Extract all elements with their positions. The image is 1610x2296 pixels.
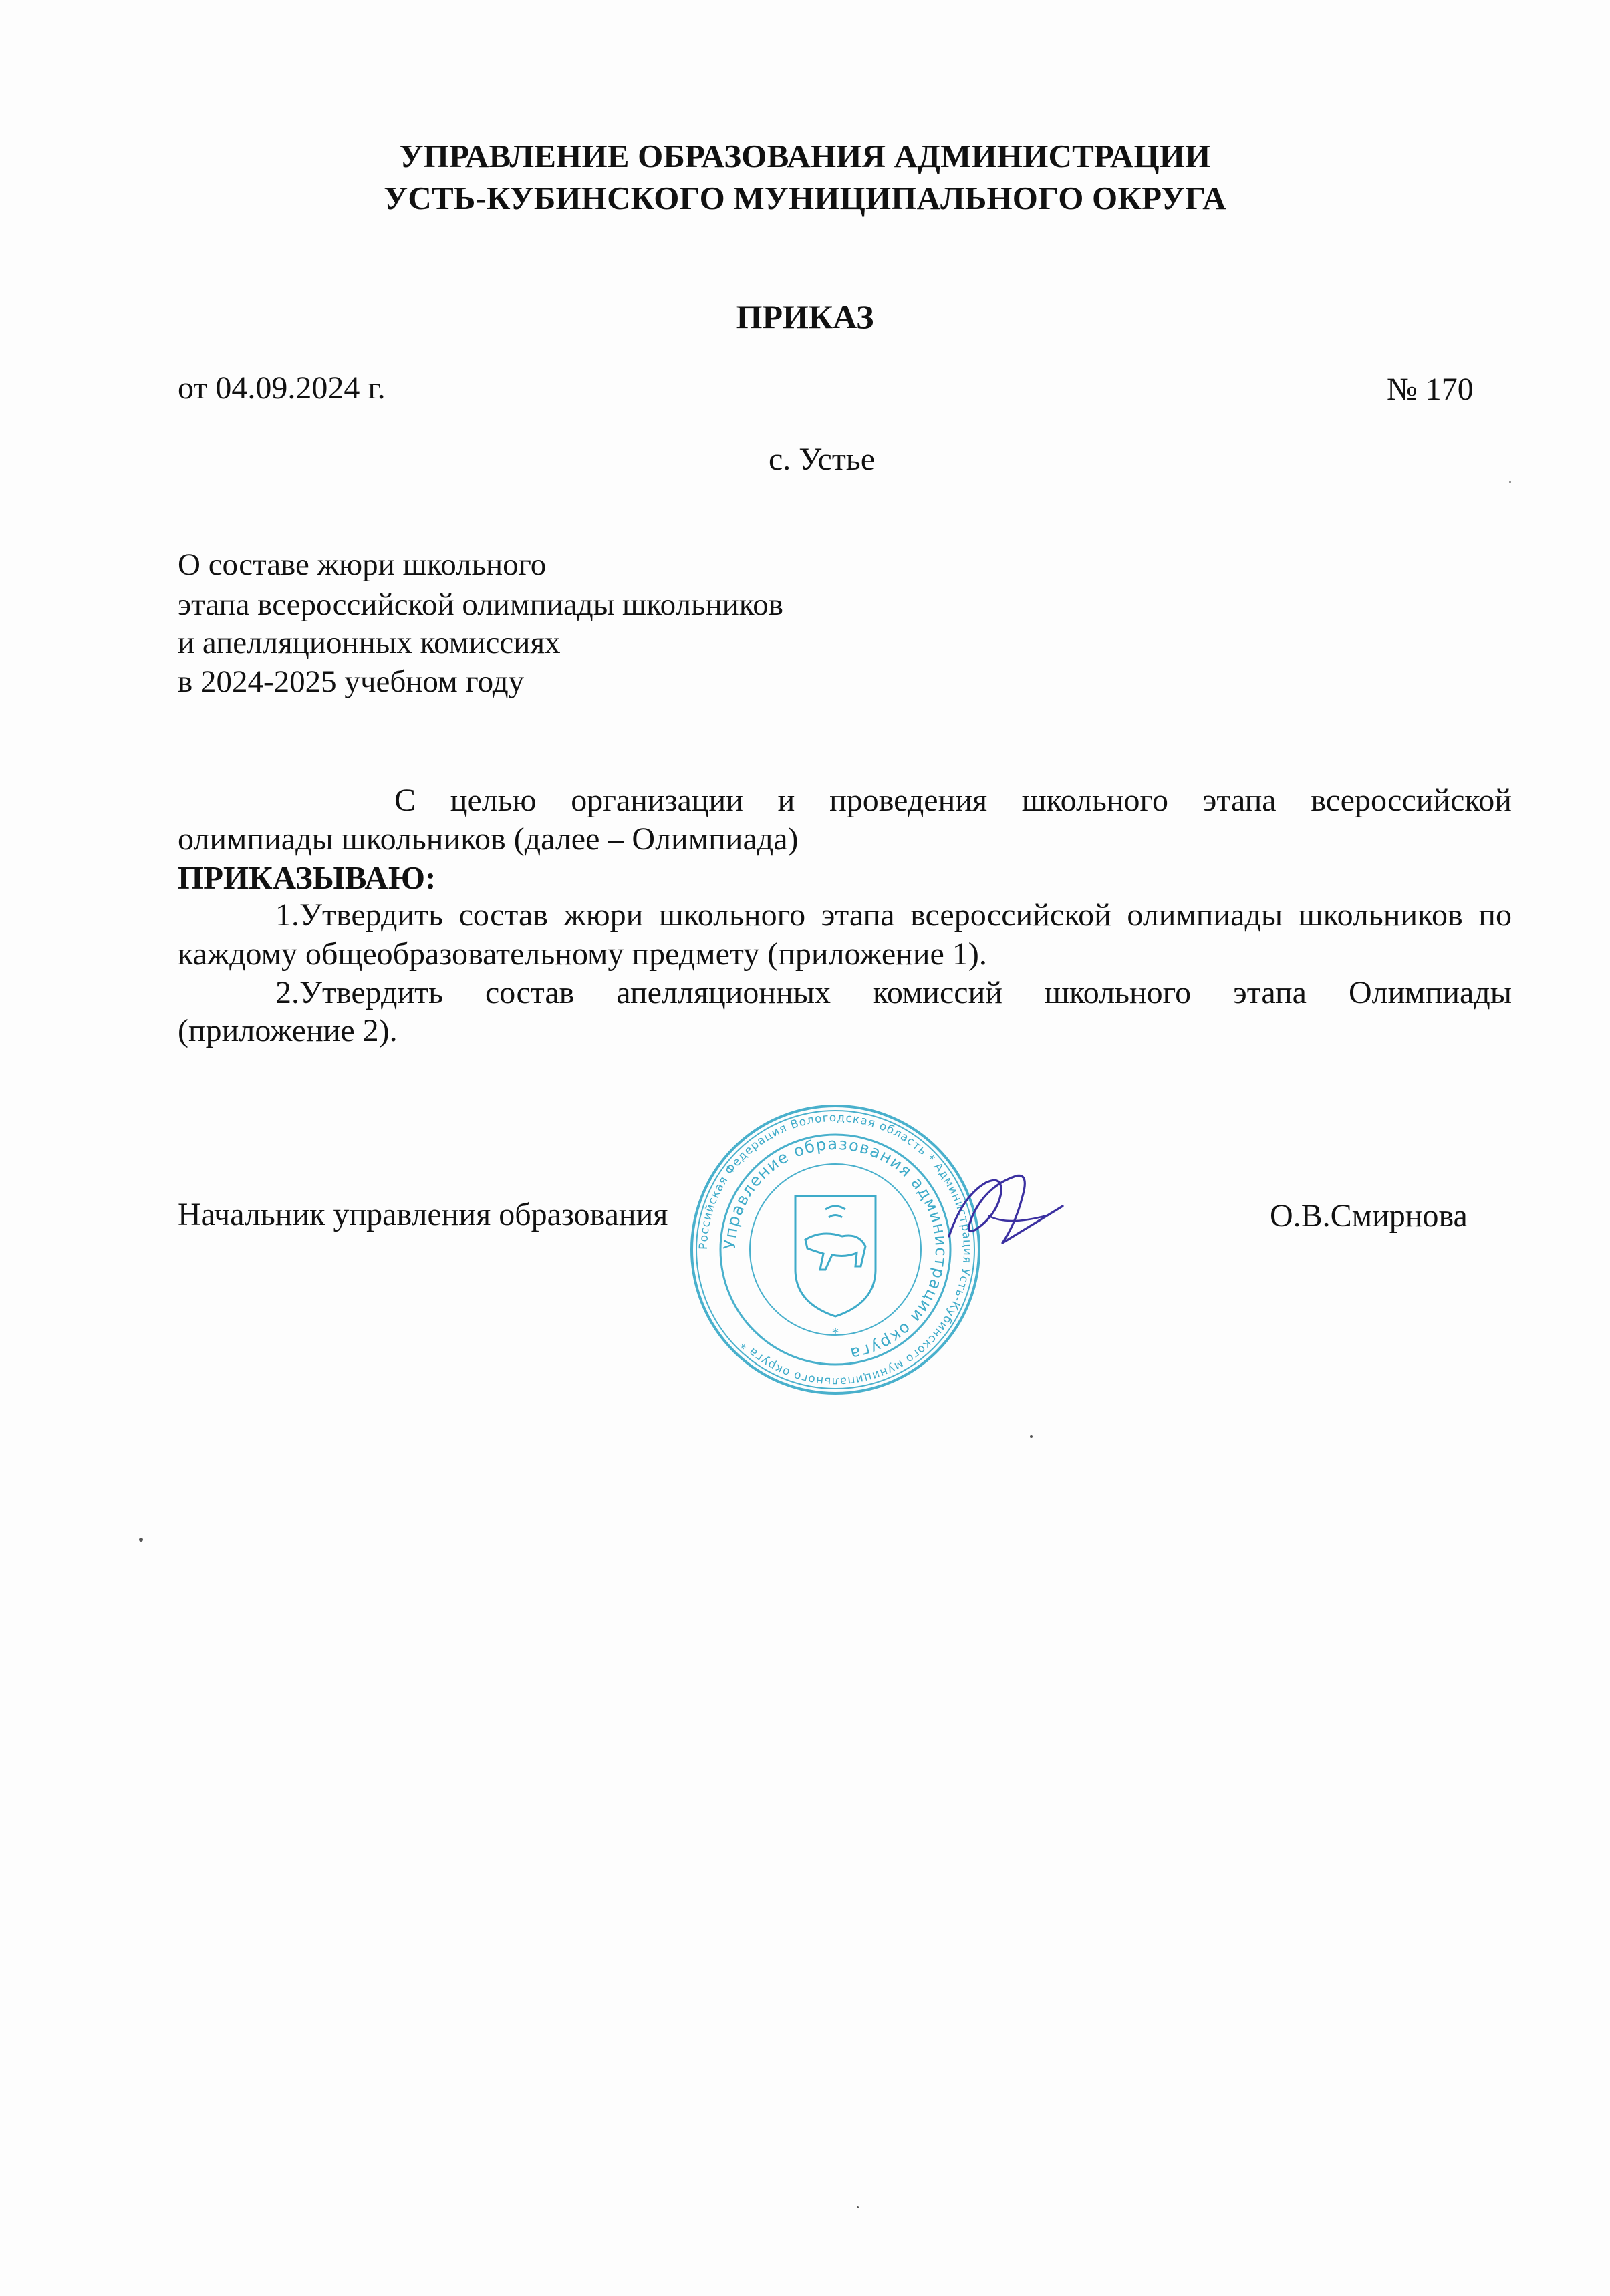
subject-line: О составе жюри школьного <box>178 547 547 582</box>
org-name-line-1: УПРАВЛЕНИЕ ОБРАЗОВАНИЯ АДМИНИСТРАЦИИ <box>399 138 1211 174</box>
subject-line: и апелляционных комиссиях <box>178 625 561 660</box>
item-1-line-1: 1.Утвердить состав жюри школьного этапа всероссийской олимпиады школьников по <box>275 897 1512 933</box>
command-word: ПРИКАЗЫВАЮ: <box>178 859 436 896</box>
item-2-line-2: (приложение 2). <box>178 1013 398 1048</box>
order-place: с. Устье <box>769 442 875 477</box>
order-date: от 04.09.2024 г. <box>178 370 386 406</box>
svg-text:*: * <box>831 1324 839 1341</box>
scan-speck <box>857 2206 859 2208</box>
subject-line: этапа всероссийской олимпиады школьников <box>178 587 783 622</box>
stamp-inner-text: Управление образования администрации округа <box>720 1134 951 1364</box>
subject-line: в 2024-2025 учебном году <box>178 664 525 699</box>
coat-of-arms-icon <box>795 1196 876 1341</box>
item-2-line-1: 2.Утвердить состав апелляционных комиссий школьного этапа Олимпиады <box>275 975 1512 1010</box>
order-title: ПРИКАЗ <box>736 298 874 335</box>
order-number: № 170 <box>1387 372 1474 407</box>
scan-speck <box>1509 481 1511 483</box>
signatory-position: Начальник управления образования <box>178 1197 668 1232</box>
scan-speck <box>139 1538 143 1542</box>
stamp-outer-text: Российская Федерация Вологодская область * Администрация Усть-Кубинского муниципального округа * <box>696 1111 974 1389</box>
scan-speck <box>1030 1435 1033 1438</box>
item-1-line-2: каждому общеобразовательному предмету (приложение 1). <box>178 936 987 972</box>
org-name-line-2: УСТЬ-КУБИНСКОГО МУНИЦИПАЛЬНОГО ОКРУГА <box>384 180 1226 217</box>
intro-line-2: олимпиады школьников (далее – Олимпиада) <box>178 821 799 857</box>
intro-line-1: С целью организации и проведения школьного этапа всероссийской <box>394 782 1512 818</box>
handwritten-signature-icon <box>922 1136 1076 1290</box>
signatory-name: О.В.Смирнова <box>1270 1198 1468 1234</box>
